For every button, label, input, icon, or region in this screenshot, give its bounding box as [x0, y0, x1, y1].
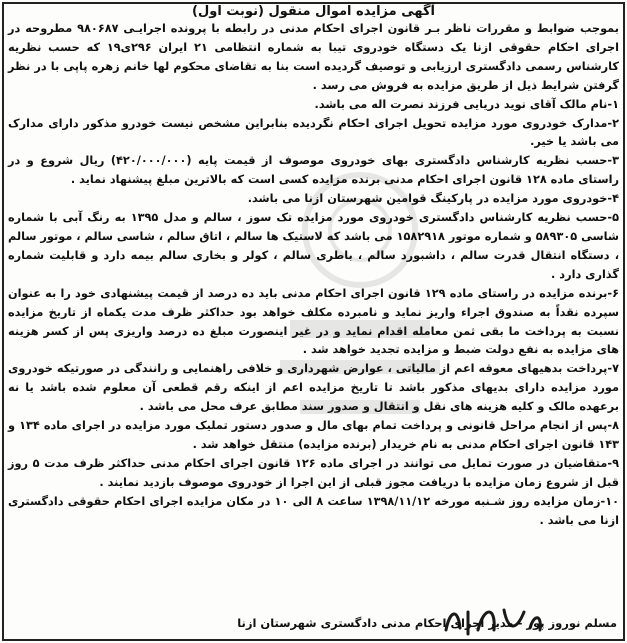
- clause-2-documents: ۲-مدارک خودروی مورد مزایده تحویل اجرای احکام نگردیده بنابراین مشخص نیست خودرو مذکور دارای مدارک می باشد یا خیر.: [8, 116, 619, 149]
- clause-10-auction-time: ۱۰-زمان مزایده روز شـنبه مورخه ۱۳۹۸/۱۱/۱۲ ساعت ۸ الی ۱۰ در مکان مزایده اجرای احکام حقوقی دادگستری ازنا می باشد .: [8, 494, 619, 527]
- clause-3-base-price: ۳-حسب نظریه کارشناس دادگستری بهای خودروی موصوف از قیمت پایه (۴۲۰/۰۰۰/۰۰۰) ریال شروع و در راستای ماده ۱۲۸ قانون اجرای احکام مدنی برنده مزایده کسی است که بالاترین مبلغ پیشنهاد نماید .: [8, 154, 620, 187]
- clause-6-deposit: ۶-برنده مزایده در راستای ماده ۱۲۹ قانون اجرای احکام مدنی باید ده درصد از قیمت پیشنهادی خود را به عنوان سپرده نقداً به صندوق اجراء واریز نماید و نامبرده مکلف خواهد بود حداکثر ظرف مدت یکماه از تاریخ مزایده نسبت به پرداخت ما بقی ثمن معامله اقدام نماید و در غیر اینصورت مبلغ ده درصد واریزی پس از کسر هزینه های مزایده به نفع دولت ضبط و مزایده تجدید خواهد شد .: [8, 286, 619, 357]
- notice-body: [8, 20, 619, 530]
- intro-paragraph: بموجب ضوابط و مقررات ناظر بـر قانون اجرای احکام مدنی در رابطه با پرونده اجرایـی ۹۸۰۶۸۷ مطروحه در اجرای احکام حقوقی ازنا یک دستگاه خودروی تیبا به شماره انتظامی ۲۱ ایران ۲۹۶ی۱۹ که حسب نظریه کارشناس رسمی دادگستری ارزیابی و توصیف گردیده است بنا به تقاضای محکوم لها خانم زهره پاپی با در نظر گرفتن شرایط ذیل از طریق مزایده به فروش می رسد .: [8, 22, 620, 92]
- clause-9-inspection: ۹-متقاضیان در صورت تمایل می توانند در اجرای ماده ۱۲۶ قانون اجرای احکام مدنی حداکثر ظرف مدت ۵ روز قبل از شروع زمان مزایده با دریافت مجوز قبلی از این اجرا از خودروی موصوف بازدید نمایند .: [8, 456, 619, 489]
- clause-8-transfer: ۸-پس از انجام مراحل قانونی و پرداخت تمام بهای مال و صدور دستور تملیک مورد مزایده در اجرای ماده ۱۳۴ و ۱۴۳ قانون اجرای احکام مدنی به نام خریدار (برنده مزایده) منتقل خواهد شد .: [8, 419, 619, 451]
- notice-title: آگهی مزایده اموال منقول (نوبت اول): [192, 4, 435, 19]
- signature-line: مسلم نوروز پور - مدیر اجرای احکام مدنی دادگستری شهرستان ازنا: [237, 616, 617, 630]
- clause-7-debts: ۷-پرداخت بدهیهای معوقه اعم از مالیاتی ، عوارض شهرداری و خلافی راهنمایی و رانندگی در صورتیکه خودروی مورد مزایده دارای بدیهای مذکور باشد تا تاریخ مزایده اعم از اینکه رقم قطعی آن معلوم شده باشد یا نه برعهده مالک و کلیه هزینه های نقل و انتقال و صدور سند مطابق عرف محل می باشد .: [8, 362, 619, 414]
- clause-5-vehicle-condition: ۵-حسب نظریه کارشناس دادگستری خودروی مورد مزایده تک سوز ، سالم و مدل ۱۳۹۵ به رنگ آبی با شماره شاسی ۵۸۹۳۰۵ و شماره موتور ۱۵۸۲۹۱۸ می باشد که لاستیک ها سالم ، اتاق سالم ، شاسی سالم ، موتور سالم ، دستگاه انتقال قدرت سالم ، داشبورد سالم ، باطری سالم ، کولر و بخاری سالم بیمه دارد و قابلیت شماره گذاری دارد .: [8, 211, 619, 281]
- clause-1-owner: ۱-نام مالک آقای نوید دریایی فرزند نصرت اله می باشد.: [314, 97, 619, 111]
- clause-4-location: ۴-خودروی مورد مزایده در پارکینگ قوامین شهرستان ازنا می باشد.: [247, 192, 619, 206]
